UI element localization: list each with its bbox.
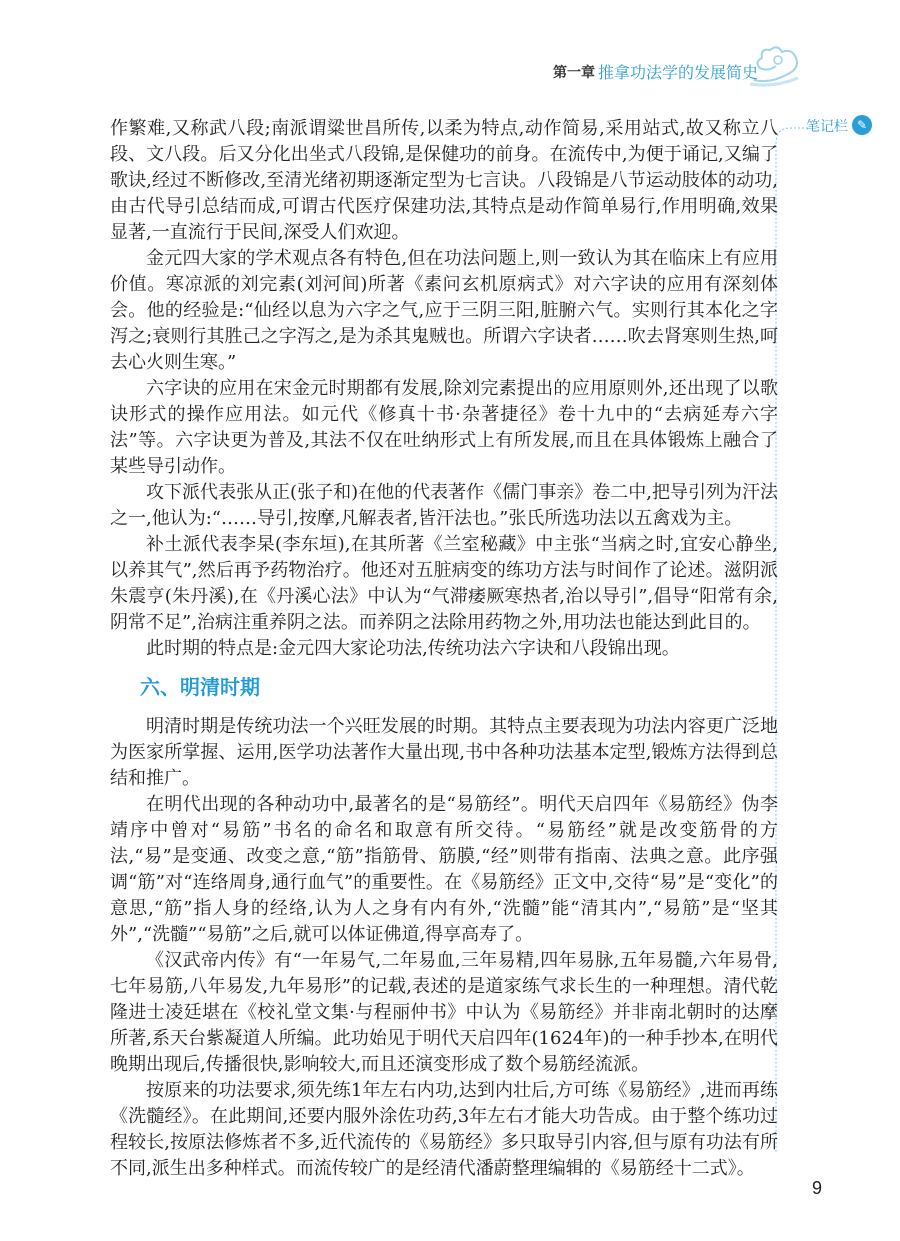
paragraph: 在明代出现的各种动功中,最著名的是“易筋经”。明代天启四年《易筋经》伪李靖序中曾对“易筋”书名的命名和取意有所交待。“易筋经”就是改变筋骨的方法,“易”是变通、改变之意,“筋”指筋骨、筋膜,“经”则带有指南、法典之意。此序强调“筋”对“连络周身,通行血气”的重要性。在《易筋经》正文中,交待“易”是“变化”的意思,“筋”指人身的经络,认为人之身有内有外,“洗髓”能“清其内”,“易筋”是“坚其外”,“洗髓”“易筋”之后,就可以体证佛道,得享高寿了。 xyxy=(110,794,778,945)
section-heading: 六、明清时期 xyxy=(140,675,260,699)
paragraph: 金元四大家的学术观点各有特色,但在功法问题上,则一致认为其在临床上有应用价值。寒凉派的刘完素(刘河间)所著《素问玄机原病式》对六字诀的应用有深刻体会。他的经验是:“仙经以息为六字之气,应于三阴三阳,脏腑六气。实则行其本化之字泻之;衰则行其胜己之字泻之,是为杀其鬼贼也。所谓六字诀者……吹去肾寒则生热,呵去心火则生寒。” xyxy=(110,248,778,373)
paragraph: 攻下派代表张从正(张子和)在他的代表著作《儒门事亲》卷二中,把导引列为汗法之一,他认为:“……导引,按摩,凡解表者,皆汗法也。”张氏所选功法以五禽戏为主。 xyxy=(110,482,778,529)
paragraph: 补土派代表李杲(李东垣),在其所著《兰室秘藏》中主张“当病之时,宜安心静坐,以养其气”,然后再予药物治疗。他还对五脏病变的练功方法与时间作了论述。滋阴派朱震亨(朱丹溪),在《丹溪心法》中认为“气滞痿厥寒热者,治以导引”,倡导“阳常有余,阴常不足”,治病注重养阴之法。而养阴之法除用药物之外,用功法也能达到此目的。 xyxy=(110,534,778,633)
paragraph: 明清时期是传统功法一个兴旺发展的时期。其特点主要表现为功法内容更广泛地为医家所掌握、运用,医学功法著作大量出现,书中各种功法基本定型,锻炼方法得到总结和推广。 xyxy=(110,716,778,789)
pencil-note-icon: ✎ xyxy=(852,115,872,135)
page-body xyxy=(110,116,778,1182)
cloud-ornament-icon xyxy=(748,44,804,88)
paragraph: 《汉武帝内传》有“一年易气,二年易血,三年易精,四年易脉,五年易髓,六年易骨,七年易筋,八年易发,九年易形”的记载,表述的是道家练气求长生的一种理想。清代乾隆进士凌廷堪在《校礼堂文集·与程丽仲书》中认为《易筋经》并非南北朝时的达摩所著,系天台紫凝道人所编。此功始见于明代天启四年(1624年)的一种手抄本,在明代晚期出现后,传播很快,影响较大,而且还演变形成了数个易筋经流派。 xyxy=(110,950,778,1075)
page-number: 9 xyxy=(812,1178,823,1198)
paragraph: 按原来的功法要求,须先练1年左右内功,达到内壮后,方可练《易筋经》,进而再练《洗髓经》。在此期间,还要内服外涂佐功药,3年左右才能大功告成。由于整个练功过程较长,按原法修炼者不多,近代流传的《易筋经》多只取导引内容,但与原有功法有所不同,派生出多种样式。而流传较广的是经清代潘蔚整理编辑的《易筋经十二式》。 xyxy=(110,1080,778,1179)
paragraph: 作繁难,又称武八段;南派谓粱世昌所传,以柔为特点,动作简易,采用站式,故又称立八段、文八段。后又分化出坐式八段锦,是保健功的前身。在流传中,为便于诵记,又编了歌诀,经过不断修改,至清光绪初期逐渐定型为七言诀。八段锦是八节运动肢体的动功,由古代导引总结而成,可谓古代医疗保建功法,其特点是动作简单易行,作用明确,效果显著,一直流行于民间,深受人们欢迎。 xyxy=(110,118,778,243)
notes-column-label: 笔记栏 xyxy=(806,119,848,135)
paragraph: 此时期的特点是:金元四大家论功法,传统功法六字诀和八段锦出现。 xyxy=(146,638,680,659)
chapter-label: 第一章 xyxy=(553,65,595,81)
chapter-title: 推拿功法学的发展简史 xyxy=(598,63,759,82)
paragraph: 六字诀的应用在宋金元时期都有发展,除刘完素提出的应用原则外,还出现了以歌诀形式的操作应用法。如元代《修真十书·杂著捷径》卷十九中的“去病延寿六字法”等。六字诀更为普及,其法不仅在吐纳形式上有所发展,而且在具体锻炼上融合了某些导引动作。 xyxy=(110,378,778,477)
